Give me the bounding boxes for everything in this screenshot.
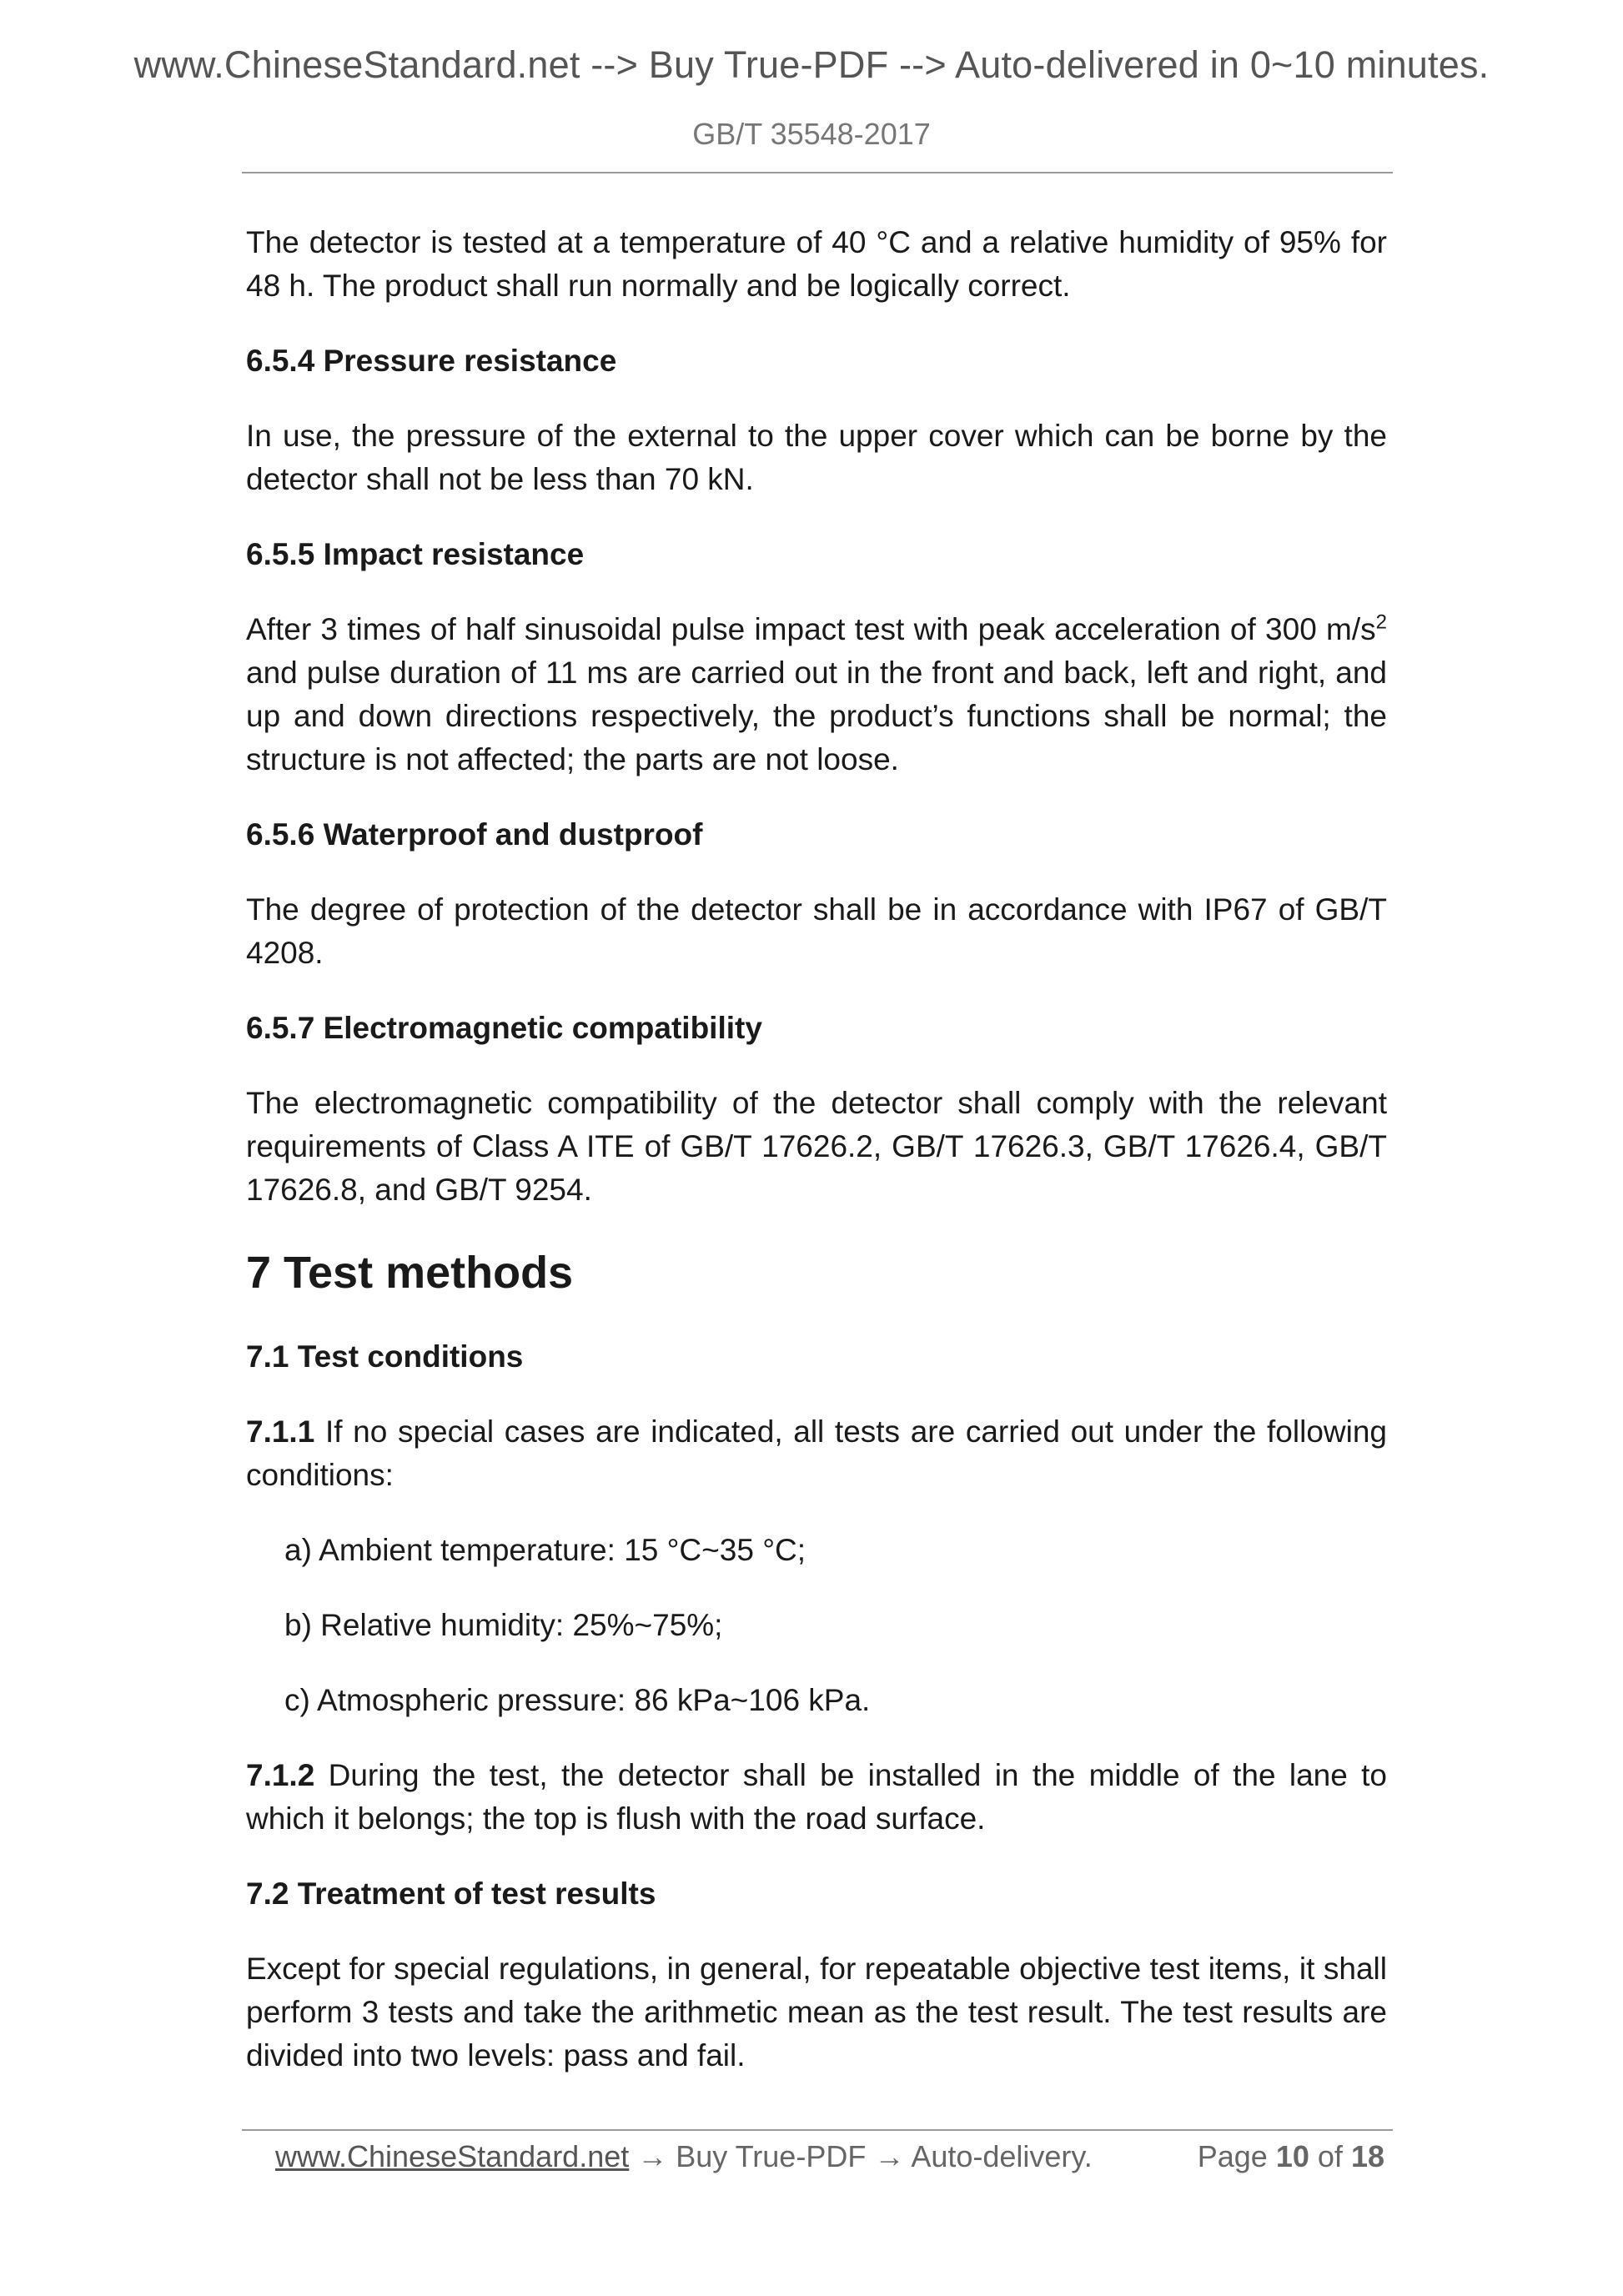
- document-id: GB/T 35548-2017: [692, 117, 931, 151]
- section-heading-6-5-7: 6.5.7 Electromagnetic compatibility: [246, 1011, 762, 1045]
- section-heading-6-5-5: 6.5.5 Impact resistance: [246, 537, 585, 571]
- footer-divider: [242, 2129, 1393, 2131]
- intro-paragraph: The detector is tested at a temperature of 40 °C and a relative humidity of 95% for 48 h. The product shall run normally and be logically correct.: [246, 225, 1387, 303]
- footer-site-link[interactable]: www.ChineseStandard.net: [275, 2139, 630, 2173]
- list-item-ambient-temperature: a) Ambient temperature: 15 °C~35 °C;: [284, 1533, 806, 1567]
- clause-number-7-1-2: 7.1.2: [246, 1758, 315, 1792]
- paragraph-7-1-1-text: If no special cases are indicated, all tests are carried out under the following conditions:: [246, 1414, 1387, 1492]
- paragraph-7-2: Except for special regulations, in general, for repeatable objective test items, it shall perform 3 tests and take the arithmetic mean as the test result. The test results are divided into two levels: pass and fail.: [246, 1952, 1387, 2072]
- paragraph-6-5-6: The degree of protection of the detector shall be in accordance with IP67 of GB/T 4208.: [246, 892, 1387, 970]
- section-heading-6-5-6: 6.5.6 Waterproof and dustproof: [246, 817, 703, 852]
- paragraph-7-1-2-text: During the test, the detector shall be installed in the middle of the lane to which it belongs; the top is flush with the road surface.: [246, 1758, 1387, 1836]
- page-of: of: [1317, 2139, 1343, 2173]
- paragraph-6-5-7: The electromagnetic compatibility of the detector shall comply with the relevant requirements of Class A ITE of GB/T 17626.2, GB/T 17626.3, GB/T 17626.4, GB/T 17626.8, and GB/T 9254.: [246, 1086, 1387, 1207]
- paragraph-6-5-5-part-b: and pulse duration of 11 ms are carried out in the front and back, left and right, and up and down directions respectively, the product’s functions shall be normal; the structure is not affected; the parts are not loose.: [246, 656, 1387, 776]
- section-heading-7-1: 7.1 Test conditions: [246, 1339, 524, 1374]
- page-indicator: [1198, 2139, 1384, 2174]
- paragraph-6-5-5: [246, 608, 1387, 781]
- paragraph-7-1-1: [246, 1410, 1387, 1497]
- page-content: [246, 221, 1387, 2109]
- header-divider: [242, 172, 1393, 173]
- section-heading-7-2: 7.2 Treatment of test results: [246, 1876, 656, 1911]
- paragraph-7-1-2: [246, 1754, 1387, 1841]
- site-banner: www.ChineseStandard.net --> Buy True-PDF --> Auto-delivered in 0~10 minutes.: [133, 43, 1490, 86]
- section-heading-6-5-4: 6.5.4 Pressure resistance: [246, 344, 617, 378]
- list-item-atmospheric-pressure: c) Atmospheric pressure: 86 kPa~106 kPa.: [284, 1683, 871, 1717]
- page-total: 18: [1350, 2139, 1384, 2173]
- chapter-heading-7: 7 Test methods: [246, 1248, 574, 1298]
- page-word: Page: [1197, 2139, 1268, 2173]
- page-footer: [275, 2139, 1384, 2174]
- paragraph-6-5-5-part-a: After 3 times of half sinusoidal pulse impact test with peak acceleration of 300 m/s: [246, 612, 1376, 646]
- paragraph-6-5-4: In use, the pressure of the external to the upper cover which can be borne by the detector shall not be less than 70 kN.: [246, 419, 1387, 496]
- clause-number-7-1-1: 7.1.1: [246, 1414, 315, 1449]
- list-item-relative-humidity: b) Relative humidity: 25%~75%;: [284, 1608, 723, 1642]
- footer-tagline: → Buy True-PDF → Auto-delivery.: [629, 2139, 1093, 2173]
- page-current: 10: [1275, 2139, 1309, 2173]
- superscript-exponent: 2: [1375, 610, 1387, 634]
